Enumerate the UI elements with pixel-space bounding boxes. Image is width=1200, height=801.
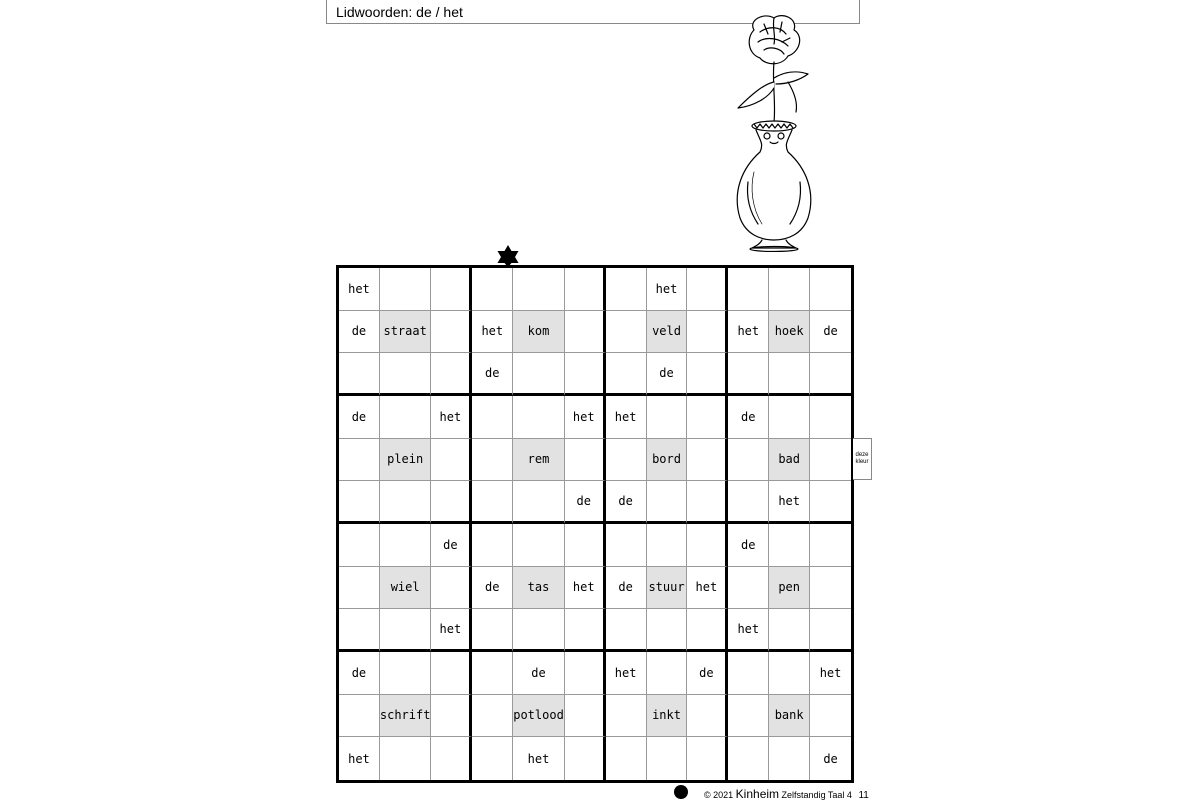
footer-brand: Kinheim [735,787,780,801]
vase-with-rose-drawing [724,12,824,252]
page-title: Lidwoorden: de / het [336,4,463,20]
grid-cell-r5-c2[interactable]: plein [380,439,432,482]
grid-cell-r9-c5[interactable] [513,609,565,652]
grid-cell-r12-c12[interactable]: de [823,751,838,766]
grid-cell-r7-c7[interactable] [606,524,647,567]
grid-cell-r10-c6[interactable] [565,652,606,695]
grid-cell-r2-c9[interactable] [687,311,728,354]
grid-cell-r11-c11[interactable]: bank [769,695,810,738]
grid-cell-r1-c6[interactable] [565,268,606,311]
grid-cell-r4-c1[interactable]: de [339,396,380,439]
grid-cell-r6-c4[interactable] [472,481,513,524]
grid-cell-r7-c11[interactable] [769,524,810,567]
grid-cell-r10-c11[interactable] [769,652,810,695]
grid-cell-r4-c11[interactable] [769,396,810,439]
grid-cell-r8-c5[interactable]: tas [513,567,565,610]
page-number: 11 [858,790,869,801]
grid-cell-r7-c8[interactable] [647,524,688,567]
grid-cell-r3-c6[interactable] [565,353,606,396]
grid-cell-r2-c1[interactable]: de [339,311,380,354]
grid-cell-r8-c7[interactable]: de [606,567,647,610]
grid-cell-r4-c7[interactable]: het [606,396,647,439]
grid-cell-r8-c12[interactable] [810,567,851,610]
grid-cell-r6-c6[interactable]: de [565,481,606,524]
grid-cell-r11-c1[interactable] [339,695,380,738]
grid-cell-r10-c12[interactable]: het [810,652,851,695]
grid-cell-r10-c8[interactable] [647,652,688,695]
legend-line-1: deze [855,452,869,458]
grid-cell-r9-c9[interactable] [687,609,728,652]
grid-cell-r6-c11[interactable]: het [769,481,810,524]
grid-cell-r3-c2[interactable] [380,353,432,396]
grid-cell-r4-c8[interactable] [647,396,688,439]
grid-cell-r7-c9[interactable] [687,524,728,567]
grid-cell-r8-c2[interactable]: wiel [380,567,432,610]
grid-cell-r6-c2[interactable] [380,481,432,524]
grid-cell-r11-c6[interactable] [565,695,606,738]
grid-cell-r11-c12[interactable] [810,695,851,738]
grid-cell-r1-c5[interactable] [513,268,565,311]
grid-cell-r7-c6[interactable] [565,524,606,567]
grid-cell-r2-c10[interactable]: het [728,311,769,354]
grid-cell-r1-c10[interactable] [728,268,769,311]
grid-cell-r9-c6[interactable] [565,609,606,652]
grid-cell-r10-c9[interactable]: de [687,652,728,695]
grid-cell-r1-c7[interactable] [606,268,647,311]
grid-cell-r8-c1[interactable] [339,567,380,610]
grid-cell-r10-c7[interactable]: het [606,652,647,695]
grid-cell-r7-c12[interactable] [810,524,851,567]
grid-cell-r12-c3[interactable] [431,737,472,780]
grid-cell-r5-c8[interactable]: bord [647,439,688,482]
grid-cell-r3-c4[interactable]: de [472,353,513,396]
grid-cell-r4-c6[interactable]: het [565,396,606,439]
color-legend-box [853,438,872,480]
grid-cell-r5-c1[interactable] [339,439,380,482]
grid-cell-r6-c1[interactable] [339,481,380,524]
grid-cell-r6-c3[interactable] [431,481,472,524]
grid-cell-r11-c9[interactable] [687,695,728,738]
grid-cell-r1-c8[interactable]: het [647,268,688,311]
grid-cell-r4-c5[interactable] [513,396,565,439]
grid-cell-r5-c7[interactable] [606,439,647,482]
grid-cell-r5-c4[interactable] [472,439,513,482]
grid-cell-r6-c9[interactable] [687,481,728,524]
grid-cell-r7-c4[interactable] [472,524,513,567]
grid-cell-r5-c10[interactable] [728,439,769,482]
grid-cell-r6-c12[interactable] [810,481,851,524]
grid-cell-r11-c2[interactable]: schrift [380,695,432,738]
grid-cell-r2-c7[interactable] [606,311,647,354]
grid-cell-r1-c4[interactable] [472,268,513,311]
footer-series: Zelfstandig Taal 4 [781,790,852,800]
grid-cell-r4-c9[interactable] [687,396,728,439]
grid-cell-r9-c2[interactable] [380,609,432,652]
grid-cell-r5-c12[interactable] [810,439,851,482]
grid-cell-r12-c7[interactable] [606,737,647,780]
grid-cell-r9-c11[interactable] [769,609,810,652]
grid-cell-r12-c1[interactable]: het [339,737,380,780]
grid-cell-r4-c10[interactable]: de [728,396,769,439]
grid-cell-r3-c11[interactable] [769,353,810,396]
footer-copyright: © 2021 [704,790,734,800]
grid-cell-r3-c12[interactable] [810,353,851,396]
legend-line-2: kleur [855,459,869,465]
grid-cell-r2-c3[interactable] [431,311,472,354]
grid-cell-r3-c7[interactable] [606,353,647,396]
grid-cell-r8-c10[interactable] [728,567,769,610]
grid-cell-r4-c2[interactable] [380,396,432,439]
grid-cell-r5-c9[interactable] [687,439,728,482]
grid-cell-r8-c9[interactable]: het [687,567,728,610]
grid-cell-r2-c12[interactable]: de [810,311,851,354]
grid-cell-r11-c3[interactable] [431,695,472,738]
grid-cell-r8-c3[interactable] [431,567,472,610]
grid-cell-r3-c1[interactable] [339,353,380,396]
grid-cell-r2-c6[interactable] [565,311,606,354]
grid-cell-r1-c3[interactable] [431,268,472,311]
grid-cell-r12-c4[interactable] [472,737,513,780]
grid-cell-r11-c10[interactable] [728,695,769,738]
grid-cell-r12-c9[interactable] [687,737,728,780]
grid-cell-r12-c5[interactable]: het [513,737,565,780]
grid-cell-r9-c1[interactable] [339,609,380,652]
grid-cell-r9-c3[interactable]: het [431,609,472,652]
grid-cell-r2-c4[interactable]: het [472,311,513,354]
grid-cell-r10-c1[interactable]: de [339,652,380,695]
grid-cell-r7-c3[interactable]: de [431,524,472,567]
grid-cell-r10-c2[interactable] [380,652,432,695]
grid-cell-r9-c8[interactable] [647,609,688,652]
grid-cell-r3-c3[interactable] [431,353,472,396]
grid-cell-r9-c4[interactable] [472,609,513,652]
grid-cell-r6-c8[interactable] [647,481,688,524]
grid-cell-r9-c12[interactable] [810,609,851,652]
grid-cell-r10-c3[interactable] [431,652,472,695]
grid-cell-r6-c5[interactable] [513,481,565,524]
grid-cell-r2-c8[interactable]: veld [647,311,688,354]
grid-cell-r10-c4[interactable] [472,652,513,695]
grid-cell-r7-c5[interactable] [513,524,565,567]
grid-cell-r9-c7[interactable] [606,609,647,652]
grid-cell-r5-c3[interactable] [431,439,472,482]
grid-cell-r8-c11[interactable]: pen [769,567,810,610]
footer [704,787,869,801]
word-sudoku-grid [336,265,854,783]
grid-cell-r3-c5[interactable] [513,353,565,396]
grid-cell-r1-c12[interactable] [810,268,851,311]
grid-cell-r12-c8[interactable] [647,737,688,780]
grid-cell-r8-c6[interactable]: het [565,567,606,610]
grid-cell-r7-c10[interactable]: de [728,524,769,567]
grid-cell-r2-c5[interactable]: kom [513,311,565,354]
grid-cell-r12-c2[interactable] [380,737,432,780]
grid-cell-r10-c5[interactable]: de [513,652,565,695]
grid-cell-r4-c3[interactable]: het [431,396,472,439]
grid-cell-r2-c2[interactable]: straat [380,311,432,354]
grid-cell-r11-c5[interactable]: potlood [513,695,565,738]
grid-cell-r3-c8[interactable]: de [647,353,688,396]
grid-cell-r10-c10[interactable] [728,652,769,695]
grid-cell-r6-c10[interactable] [728,481,769,524]
grid-cell-r12-c11[interactable] [769,737,810,780]
grid-cell-r5-c6[interactable] [565,439,606,482]
grid-cell-r4-c4[interactable] [472,396,513,439]
grid-cell-r12-c6[interactable] [565,737,606,780]
grid-cell-r7-c2[interactable] [380,524,432,567]
grid-cell-r5-c11[interactable]: bad [769,439,810,482]
black-dot-icon [674,785,688,799]
grid-cell-r1-c2[interactable] [380,268,432,311]
grid-cell-r5-c5[interactable]: rem [513,439,565,482]
grid-cell-r8-c4[interactable]: de [472,567,513,610]
grid-cell-r9-c10[interactable]: het [728,609,769,652]
grid-cell-r3-c9[interactable] [687,353,728,396]
grid-cell-r12-c10[interactable] [728,737,769,780]
grid-cell-r1-c11[interactable] [769,268,810,311]
grid-cell-r11-c4[interactable] [472,695,513,738]
grid-cell-r1-c9[interactable] [687,268,728,311]
grid-cell-r3-c10[interactable] [728,353,769,396]
grid-cell-r11-c7[interactable] [606,695,647,738]
grid-cell-r8-c8[interactable]: stuur [647,567,688,610]
grid-cell-r6-c7[interactable]: de [606,481,647,524]
grid-cell-r7-c1[interactable] [339,524,380,567]
grid-cell-r11-c8[interactable]: inkt [647,695,688,738]
grid-cell-r4-c12[interactable] [810,396,851,439]
grid-cell-r2-c11[interactable]: hoek [769,311,810,354]
grid-cell-r1-c1[interactable]: het [339,268,380,311]
